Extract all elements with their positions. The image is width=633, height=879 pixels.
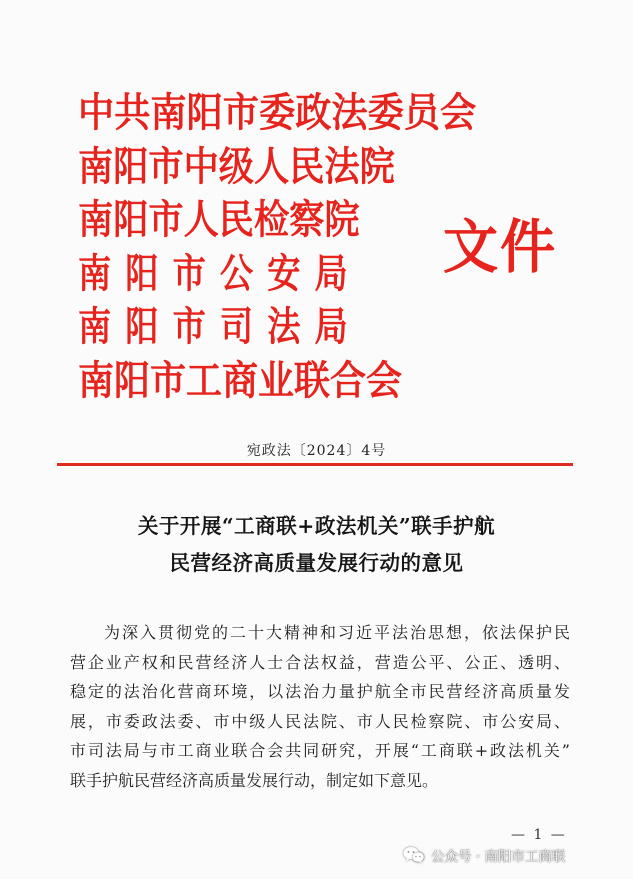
body-line: 市司法局与市工商业联合会共同研究，开展“工商联+政法机关” [70, 741, 570, 760]
body-line: 展，市委政法委、市中级人民法院、市人民检察院、市公安局、 [70, 711, 570, 731]
document-number: 宛政法〔2024〕4号 [246, 443, 387, 459]
title-line-1: 关于开展“工商联+政法机关”联手护航 [137, 514, 496, 538]
issuing-org: 南阳市中级人民法院 [78, 142, 395, 190]
issuing-org: 中共南阳市委政法委员会 [78, 89, 477, 136]
document-masthead [78, 86, 558, 416]
body-paragraph [70, 618, 570, 795]
issuing-org: 南阳市司法局 [78, 303, 362, 350]
issuing-org: 南阳市人民检察院 [78, 196, 360, 243]
red-divider-line [57, 463, 573, 466]
page-number: — 1 — [511, 827, 567, 843]
issuing-org: 南阳市工商业联合会 [78, 356, 402, 404]
document-title [0, 508, 633, 582]
watermark-text: 公众号 · 南阳市工商联 [431, 849, 566, 865]
issuing-org: 南阳市公安局 [78, 249, 362, 297]
document-type-label: 文件 [443, 213, 558, 281]
body-line: 营企业产权和民营经济人士合法权益，营造公平、公正、透明、 [70, 652, 570, 672]
title-line-2: 民营经济高质量发展行动的意见 [169, 551, 464, 575]
body-line: 为深入贯彻党的二十大精神和习近平法治思想，依法保护民 [104, 623, 570, 642]
body-line: 稳定的法治化营商环境，以法治力量护航全市民营经济高质量发 [70, 682, 570, 701]
body-line: 联手护航民营经济高质量发展行动，制定如下意见。 [70, 770, 439, 790]
wechat-watermark [403, 843, 565, 867]
wechat-icon [403, 846, 425, 864]
